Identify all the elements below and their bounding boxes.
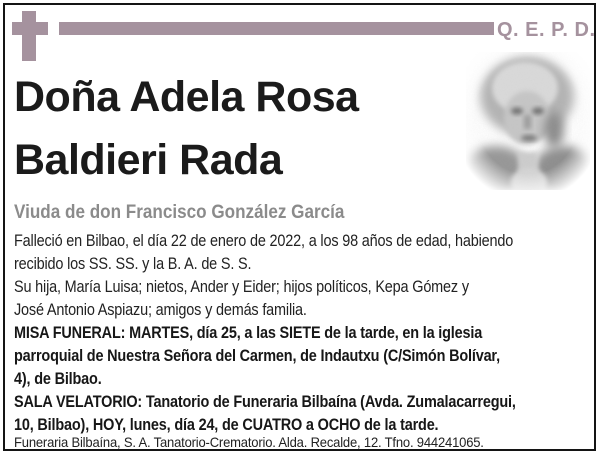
deceased-portrait-photo — [466, 52, 590, 190]
body-line: José Antonio Aspiazu; amigos y demás familia. — [14, 300, 307, 319]
deceased-name-line2: Baldieri Rada — [14, 136, 283, 184]
funeral-mass-line: 4), de Bilbao. — [14, 369, 102, 388]
qepd-label: Q. E. P. D. — [497, 19, 596, 41]
relation-line: Viuda de don Francisco González García — [14, 202, 345, 223]
funeral-mass-line: MISA FUNERAL: MARTES, día 25, a las SIETE de la tarde, en la iglesia — [14, 323, 483, 342]
funeral-home-info: Funeraria Bilbaína, S. A. Tanatorio-Crematorio. Alda. Recalde, 12. Tfno. 944241065. — [14, 434, 484, 450]
deceased-name — [14, 66, 464, 192]
body-line: recibido los SS. SS. y la B. A. de S. S. — [14, 254, 252, 273]
body-line: Su hija, María Luisa; nietos, Ander y Eider; hijos políticos, Kepa Gómez y — [14, 277, 469, 296]
funeral-mass-line: parroquial de Nuestra Señora del Carmen, de Indautxu (C/Simón Bolívar, — [14, 346, 500, 365]
body-line: Falleció en Bilbao, el día 22 de enero de 2022, a los 98 años de edad, habiendo — [14, 231, 514, 250]
wake-room-line: SALA VELATORIO: Tanatorio de Funeraria Bilbaína (Avda. Zumalacarregui, — [14, 392, 516, 411]
notice-body — [14, 229, 516, 436]
header-rule-bar — [59, 22, 494, 35]
cross-icon-horizontal — [12, 22, 48, 35]
cross-icon-vertical — [22, 11, 36, 61]
deceased-name-line1: Doña Adela Rosa — [14, 73, 359, 121]
wake-room-line: 10, Bilbao), HOY, lunes, día 24, de CUATRO a OCHO de la tarde. — [14, 415, 439, 434]
